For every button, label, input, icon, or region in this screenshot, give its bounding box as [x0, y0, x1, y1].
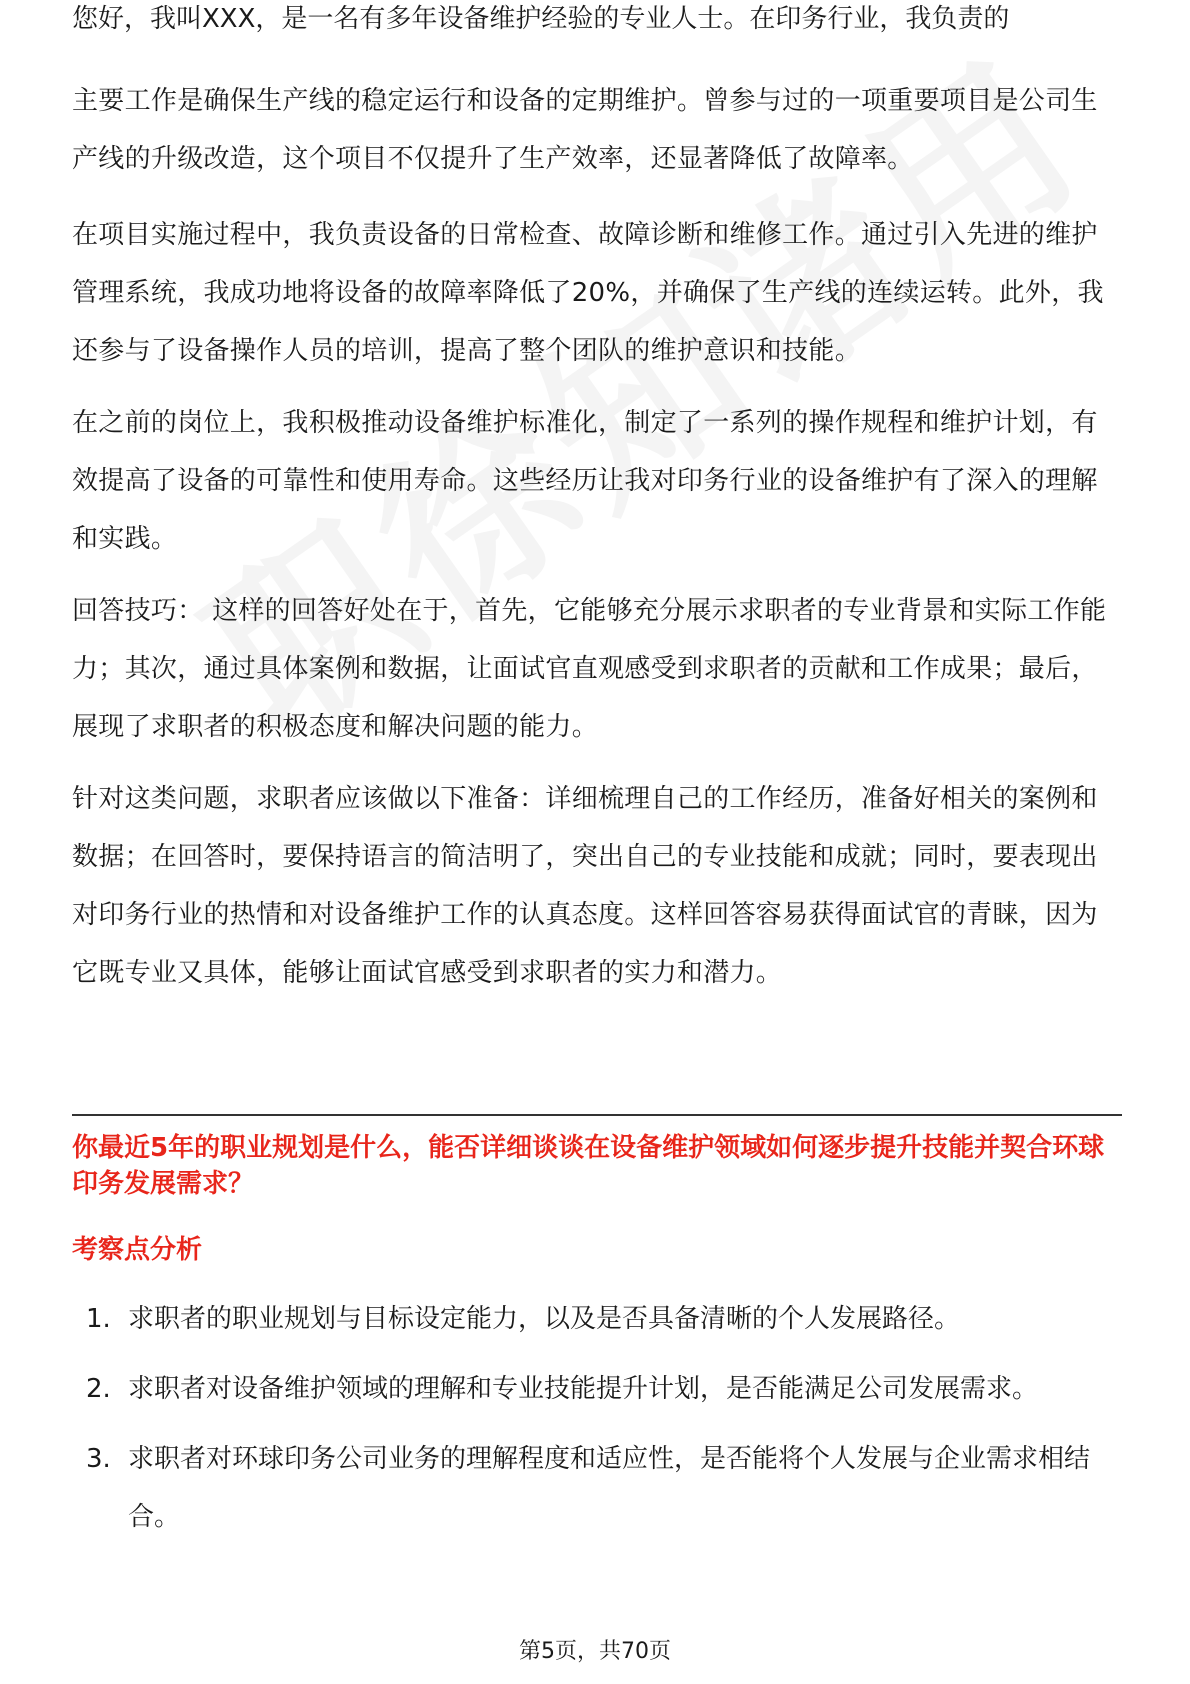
interview-question: 你最近5年的职业规划是什么，能否详细谈谈在设备维护领域如何逐步提升技能并契合环球印务发展需求？: [72, 1133, 1105, 1199]
paragraph-2: 在项目实施过程中，我负责设备的日常检查、故障诊断和维修工作。通过引入先进的维护管理系统，我成功地将设备的故障率降低了20%，并确保了生产线的连续运转。此外，我还参与了设备操作人员的培训，提高了整个团队的维护意识和技能。: [72, 220, 1104, 366]
list-item-text: 求职者对环球印务公司业务的理解程度和适应性，是否能将个人发展与企业需求相结合。: [128, 1444, 1091, 1532]
cut-off-top-line-text: 您好，我叫XXX，是一名有多年设备维护经验的专业人士。在印务行业，我负责的: [72, 4, 1010, 34]
list-item: [72, 1430, 1122, 1546]
list-item-text: 求职者对设备维护领域的理解和专业技能提升计划，是否能满足公司发展需求。: [128, 1374, 1039, 1404]
list-item-number: 3.: [86, 1444, 111, 1474]
analysis-points-list: [72, 1290, 1122, 1558]
list-item-number: 1.: [86, 1304, 111, 1334]
paragraph-answer-tips: 回答技巧： 这样的回答好处在于，首先，它能够充分展示求职者的专业背景和实际工作能力；其次，通过具体案例和数据，让面试官直观感受到求职者的贡献和工作成果；最后，展现了求职者的积极态度和解决问题的能力。: [72, 596, 1107, 742]
list-item-number: 2.: [86, 1374, 111, 1404]
analysis-heading: 考察点分析: [72, 1235, 203, 1265]
list-item: [72, 1290, 1122, 1348]
list-item-text: 求职者的职业规划与目标设定能力，以及是否具备清晰的个人发展路径。: [128, 1304, 961, 1334]
cut-off-top-line: [72, 4, 1122, 54]
section-divider: [72, 1114, 1122, 1116]
paragraph-1: 主要工作是确保生产线的稳定运行和设备的定期维护。曾参与过的一项重要项目是公司生产线的升级改造，这个项目不仅提升了生产效率，还显著降低了故障率。: [72, 86, 1098, 174]
paragraph-3: 在之前的岗位上，我积极推动设备维护标准化，制定了一系列的操作规程和维护计划，有效提高了设备的可靠性和使用寿命。这些经历让我对印务行业的设备维护有了深入的理解和实践。: [72, 408, 1098, 554]
list-item: [72, 1360, 1122, 1418]
page-number-footer: 第5页，共70页: [519, 1639, 671, 1664]
paragraph-preparation: 针对这类问题，求职者应该做以下准备：详细梳理自己的工作经历，准备好相关的案例和数据；在回答时，要保持语言的简洁明了，突出自己的专业技能和成就；同时，要表现出对印务行业的热情和对设备维护工作的认真态度。这样回答容易获得面试官的青睐，因为它既专业又具体，能够让面试官感受到求职者的实力和潜力。: [72, 784, 1098, 988]
